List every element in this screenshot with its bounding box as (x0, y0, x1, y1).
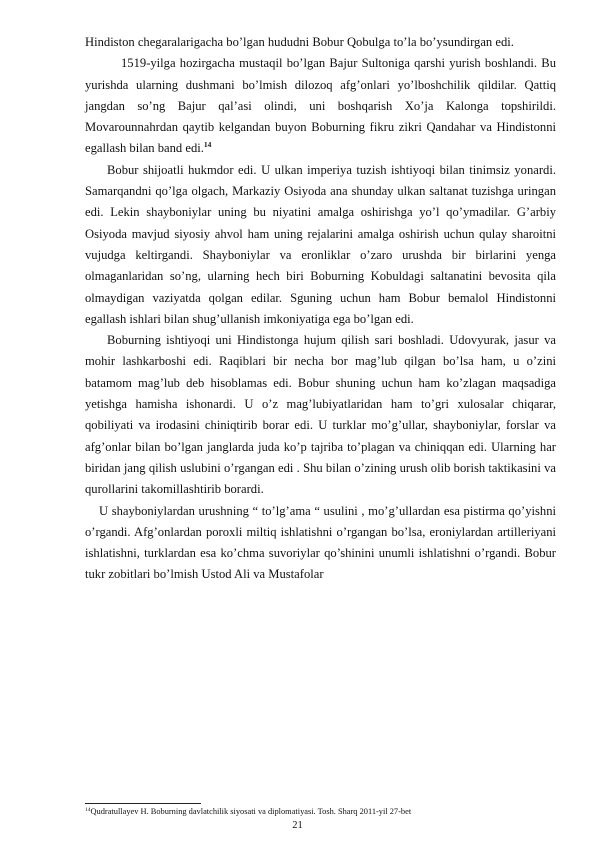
paragraph-3: Bobur shijoatli hukmdor edi. U ulkan imperiya tuzish ishtiyoqi bilan tinimsiz yonardi. Samarqandni qo’lga olgach, Markaziy Osiyoda ana shunday ulkan saltanat tuzishga uringan edi. Lekin shayboniylar uning bu niyatini amalga oshirishga yo’l qo’ymadilar. G’arbiy Osiyoda mavjud siyosiy ahvol ham uning rejalarini amalga oshirish uchun qulay sharoitni vujudga keltirgandi. Shayboniylar va eronliklar o’zaro urushda bir birlarini yenga olmaganlaridan so’ng, ularning hech biri Boburning Kobuldagi saltanatini bevosita qila olmaydigan vaziyatda qolgan edilar. Sguning uchun ham Bobur bemalol Hindistonni egallash ishlari bilan shug’ullanish imkoniyatiga ega bo’lgan edi. (85, 162, 556, 326)
paragraph-4: Boburning ishtiyoqi uni Hindistonga hujum qilish sari boshladi. Udovyurak, jasur va mohir lashkarboshi edi. Raqiblari bir necha bor mag’lub qilgan bo’lsa ham, u o’zini batamom mag’lub deb hisoblamas edi. Bobur shuning uchun ham ko’zlagan maqsadiga yetishga hamisha ishonardi. U o’z mag’lubiyatlaridan ham to’gri xulosalar chiqarar, qobiliyati va irodasini chiniqtirib borar edi. U turklar mo’g’ullar, shayboniylar, forslar va afg’onlar bilan bo’lgan janglarda juda ko’p tajriba to’plagan va chiniqqan edi. Ularning har biridan jang qilish uslubini o’rgangan edi . Shu bilan o’zining urush olib borish taktikasini va qurollarini takomillashtirib borardi. (85, 333, 556, 497)
body-text (85, 32, 556, 586)
page-number: 21 (292, 820, 303, 831)
paragraph-2 (85, 53, 556, 159)
footnote-reference[interactable]: 14 (203, 140, 212, 150)
footnote-text: Qudratullayev H. Boburning davlatchilik siyosati va diplomatiyasi. Tosh. Sharq 2011-yil 27-bet (90, 807, 412, 816)
footnote (85, 806, 556, 817)
paragraph-5: U shayboniylardan urushning “ to’lg’ama “ usulini , mo’g’ullardan esa pistirma qo’yishni o’rgandi. Afg’onlardan poroxli miltiq ishlatishni o’rgangan bo’lsa, eroniylardan artilleriyani ishlatishni, turklardan esa ko’chma suvoriylar qo’shinini unumli ishlatishni o’rgandi. Bobur tukr zobitlari bo’lmish Ustod Ali va Mustafolar (85, 503, 556, 582)
footnote-divider (85, 803, 201, 804)
paragraph-2-text: 1519-yilga hozirgacha mustaqil bo’lgan Bajur Sultoniga qarshi yurish boshlandi. Bu yurishda ularning dushmani bo’lmish dilozoq afg’onlari yo’lboshchilik qildilar. Qattiq jangdan so’ng Bajur qal’asi olindi, uni boshqarish Xo’ja Kalonga topshirildi. Movarounnahrdan qaytib kelgandan buyon Boburning fikru zikri Qandahar va Hindistonni egallash bilan band edi. (85, 56, 556, 156)
footnote-marker: 14 (85, 807, 91, 813)
paragraph-1: Hindiston chegaralarigacha bo’lgan hududni Bobur Qobulga to’la bo’ysundirgan edi. (85, 35, 514, 49)
